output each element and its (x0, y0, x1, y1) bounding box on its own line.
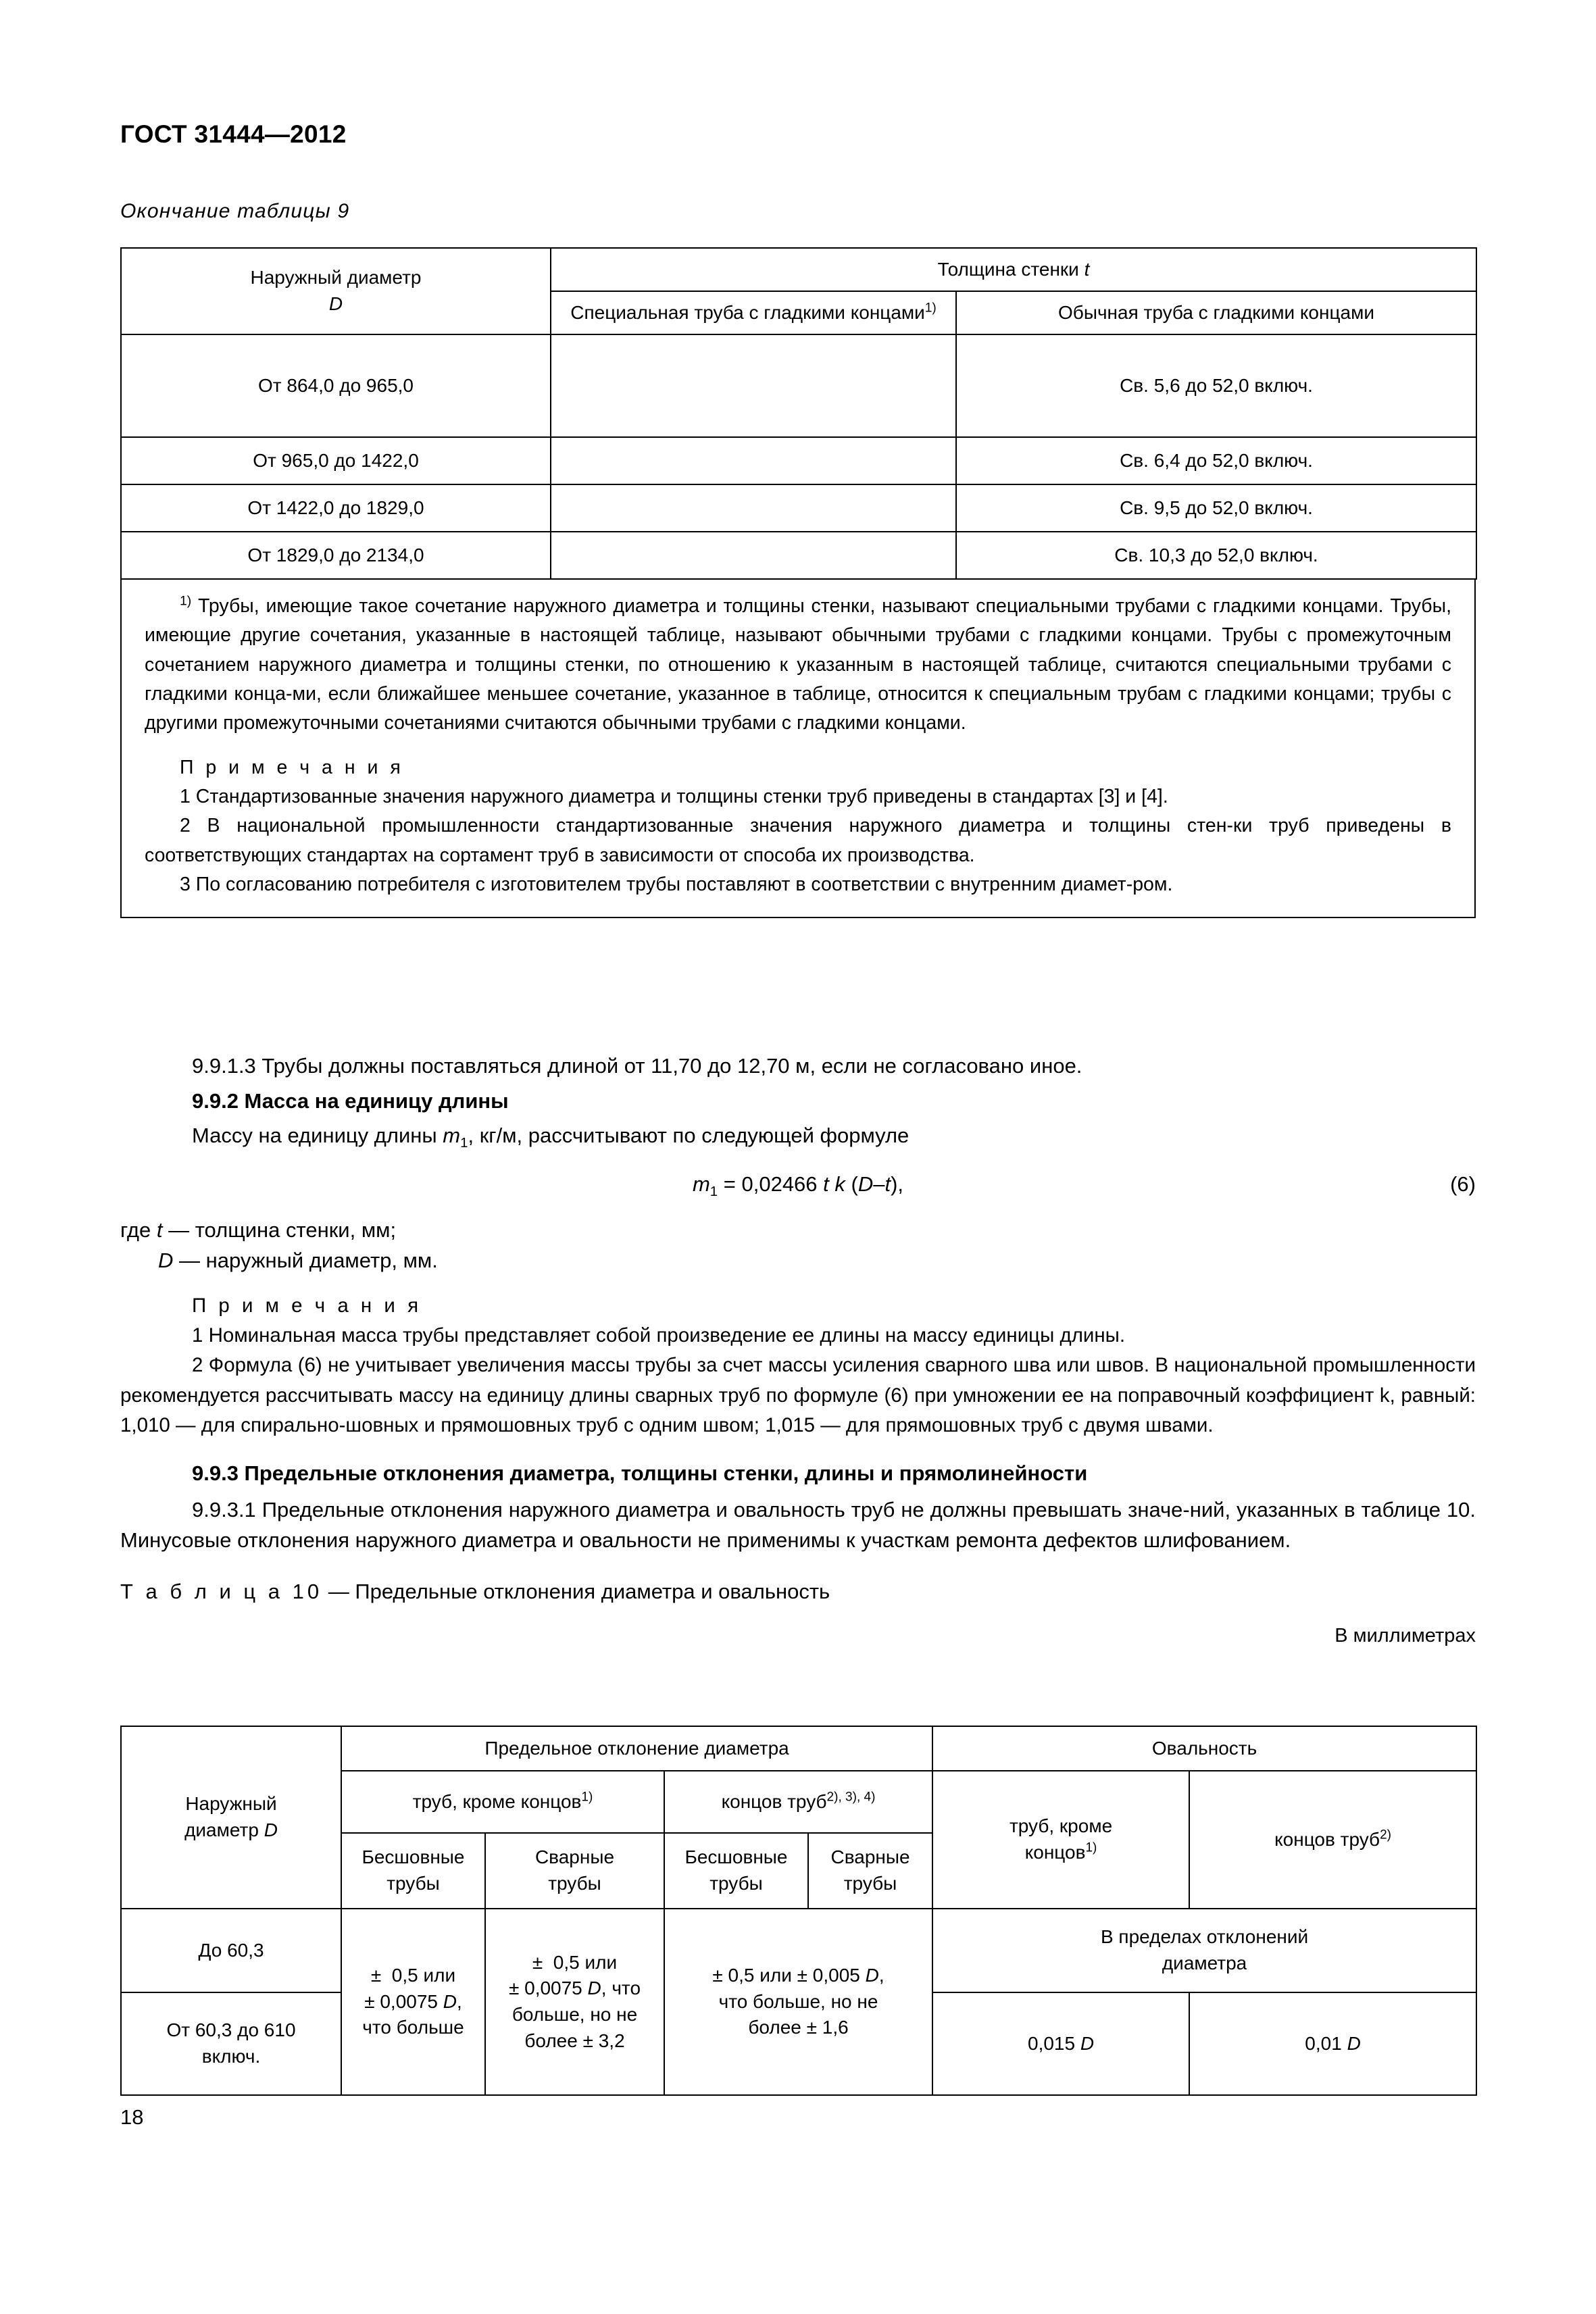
table-row (121, 484, 1476, 532)
table9-group-thickness-symbol: t (1084, 258, 1090, 280)
table10-ovality-except-ends-marker: 1) (1085, 1840, 1097, 1855)
table9-notes-title: П р и м е ч а н и я (180, 756, 404, 778)
table9-footnote (145, 592, 1451, 738)
table10-subheader-except-ends-marker: 1) (581, 1790, 593, 1805)
table10 (120, 1726, 1477, 2096)
table10-subheader-ends-label: концов труб (721, 1790, 827, 1812)
table10-group-deviation-header: Предельное отклонение диаметра (341, 1726, 932, 1771)
table9-col-special-header (551, 291, 956, 334)
mass-symbol-subscript: 1 (460, 1135, 468, 1151)
table10-caption (120, 1576, 1476, 1607)
table9-header-row-1 (121, 248, 1476, 291)
where-line-D (120, 1245, 1476, 1276)
table10-col-diameter-symbol: D (264, 1819, 278, 1840)
table10-cell-dev-except-welded: ± 0,5 или ± 0,0075 D, что больше, но не более ± 3,2 (485, 1909, 664, 2095)
heading-9-9-3: 9.9.3 Предельные отклонения диаметра, толщины стенки, длины и прямолинейности (192, 1461, 1088, 1486)
table9-note-1: 1 Стандартизованные значения наружного диаметра и толщины стенки труб приведены в стандартах [3] и [4]. (180, 785, 1168, 807)
table9-group-thickness-label: Толщина стенки (937, 258, 1079, 280)
table10-ovality-ends-marker: 2) (1380, 1828, 1391, 1842)
where-line-t (120, 1215, 1476, 1246)
table10-col-diameter-header (121, 1726, 341, 1909)
table9-wrapper (120, 247, 1476, 918)
table10-subheader-ends (664, 1771, 932, 1833)
table10-col-seamless-2: Бесшовные трубы (664, 1833, 808, 1909)
table10-subheader-except-ends (341, 1771, 664, 1833)
table10-cell-ovality-except-ends: 0,015 D (932, 1992, 1189, 2095)
table9-cell-diameter: От 864,0 до 965,0 (121, 334, 551, 437)
table10-cell-ovality-merged: В пределах отклонений диаметра (932, 1909, 1476, 1992)
table9-col-diameter-symbol: D (328, 293, 343, 314)
table9-col-diameter-label: Наружный диаметр (250, 267, 422, 288)
table9-cell-diameter: От 965,0 до 1422,0 (121, 437, 551, 484)
formula-number: (6) (1450, 1172, 1476, 1196)
table10-ovality-ends-label: концов труб (1274, 1828, 1380, 1850)
table9-cell-special (551, 532, 956, 579)
paragraph-9-9-1-3: 9.9.1.3 Трубы должны поставляться длиной от 11,70 до 12,70 м, если не согласовано иное. (192, 1054, 1082, 1078)
table9-continuation-caption: Окончание таблицы 9 (120, 200, 350, 222)
table9-col-regular-header: Обычная труба с гладкими концами (956, 291, 1476, 334)
where-text-D: — наружный диаметр, мм. (173, 1249, 438, 1273)
table10-wrapper (120, 1726, 1476, 2096)
table10-ovality-except-ends-label: труб, кроме концов (1009, 1815, 1113, 1863)
where-label: где (120, 1217, 157, 1242)
table10-col-welded-2: Сварные трубы (808, 1833, 932, 1909)
table10-cell-diameter: От 60,3 до 610 включ. (121, 1992, 341, 2095)
table9-col-special-footnote-marker: 1) (924, 301, 937, 316)
paragraph-mass-intro (120, 1120, 1476, 1151)
table10-subheader-except-ends-label: труб, кроме концов (412, 1790, 582, 1812)
paragraph-9-9-3-1: 9.9.3.1 Предельные отклонения наружного диаметра и овальность труб не должны превышать значе-ний, указанных в таблице 10. Минусовые отклонения наружного диаметра и овальности не применимы к участкам ремонта дефектов шлифованием. (120, 1497, 1476, 1553)
table9-cell-regular: Св. 6,4 до 52,0 включ. (956, 437, 1476, 484)
table10-cell-ovality-ends: 0,01 D (1189, 1992, 1476, 2095)
where-symbol-D: D (158, 1249, 174, 1273)
mass-note-1: 1 Номинальная масса трубы представляет собой произведение ее длины на массу единицы длины. (192, 1324, 1126, 1347)
table10-cell-dev-except-seamless: ± 0,5 или ± 0,0075 D, что больше (341, 1909, 485, 2095)
table10-group-ovality-header: Овальность (932, 1726, 1476, 1771)
where-text-t: — толщина стенки, мм; (162, 1217, 397, 1242)
table9-note-2: 2 В национальной промышленности стандартизованные значения наружного диаметра и толщины стен-ки труб приведены в соответствующих стандартах на сортамент труб в зависимости от способа их производства. (145, 815, 1451, 866)
table9-col-diameter-header (121, 248, 551, 334)
body-text (120, 1051, 1476, 1651)
table9-note-3: 3 По согласованию потребителя с изготовителем трубы поставляют в соответствии с внутренним диамет-ром. (180, 873, 1173, 895)
table9-footnote-box (120, 580, 1476, 918)
table-row (121, 437, 1476, 484)
table9-cell-special (551, 437, 956, 484)
formula-row (120, 1169, 1476, 1200)
standard-number: ГОСТ 31444—2012 (120, 120, 347, 148)
table9 (120, 247, 1477, 580)
table-row (121, 334, 1476, 437)
mass-note-2: 2 Формула (6) не учитывает увеличения массы трубы за счет массы усиления сварного шва или швов. В национальной промышленности рекомендуется рассчитывать массу на единицу длины сварных труб по формуле (6) при умножении ее на поправочный коэффициент k, равный: 1,010 — для спирально-шовных и прямошовных труб с одним швом; 1,015 — для прямошовных труб с двумя швами. (120, 1354, 1476, 1436)
table10-col-diameter-label: Наружный диаметр D (184, 1793, 278, 1840)
table9-footnote-text: Трубы, имеющие такое сочетание наружного диаметра и толщины стенки, называют специальными трубами с гладкими концами. Трубы, имеющие другие сочетания, указанные в настоящей таблице, называют обычными трубами с гладкими концами. Трубы с промежуточным сочетанием наружного диаметра и толщины стенки, по отношению к указанным в настоящей таблице, считаются специальными трубами с гладкими конца-ми, если ближайшее меньшее сочетание, указанное в таблице, относится к специальным трубам с гладкими концами; трубы с другими промежуточными сочетаниями считаются обычными трубами с гладкими концами. (145, 595, 1451, 734)
table10-caption-prefix: Т а б л и ц а 10 (120, 1579, 323, 1603)
mass-intro-suffix: , кг/м, рассчитывают по следующей формуле (468, 1124, 909, 1148)
mass-symbol: m (443, 1124, 461, 1148)
table10-cell-dev-ends: ± 0,5 или ± 0,005 D, что больше, но не более ± 1,6 (664, 1909, 932, 2095)
mass-notes-block (120, 1291, 1476, 1440)
table10-cell-diameter: До 60,3 (121, 1909, 341, 1992)
table9-footnote-marker: 1) (180, 593, 192, 609)
table9-cell-regular: Св. 9,5 до 52,0 включ. (956, 484, 1476, 532)
table-row (121, 532, 1476, 579)
mass-intro-prefix: Массу на единицу длины (192, 1124, 443, 1148)
table10-units-label: В миллиметрах (1335, 1625, 1476, 1647)
table9-col-special-label: Специальная труба с гладкими концами (570, 301, 925, 323)
table9-cell-special (551, 484, 956, 532)
table-row (121, 1909, 1476, 1992)
page-number: 18 (120, 2105, 144, 2129)
table10-col-welded-1: Сварные трубы (485, 1833, 664, 1909)
mass-notes-title: П р и м е ч а н и я (192, 1294, 422, 1317)
table10-caption-text: — Предельные отклонения диаметра и овальность (322, 1579, 830, 1603)
table9-cell-special (551, 334, 956, 437)
where-symbol-t: t (156, 1217, 163, 1242)
table9-cell-diameter: От 1422,0 до 1829,0 (121, 484, 551, 532)
table10-header-row-1 (121, 1726, 1476, 1771)
heading-9-9-2: 9.9.2 Масса на единицу длины (192, 1088, 509, 1113)
table10-subheader-ends-marker: 2), 3), 4) (826, 1790, 876, 1805)
table9-cell-regular: Св. 10,3 до 52,0 включ. (956, 532, 1476, 579)
table9-cell-regular: Св. 5,6 до 52,0 включ. (956, 334, 1476, 437)
table9-cell-diameter: От 1829,0 до 2134,0 (121, 532, 551, 579)
table9-group-thickness-header (551, 248, 1476, 291)
formula-mass: $m_1 = 0,02466$ t k (D–t), (692, 1172, 904, 1199)
table10-ovality-except-ends-header (932, 1771, 1189, 1909)
table10-ovality-ends-header (1189, 1771, 1476, 1909)
table10-col-seamless-1: Бесшовные трубы (341, 1833, 485, 1909)
